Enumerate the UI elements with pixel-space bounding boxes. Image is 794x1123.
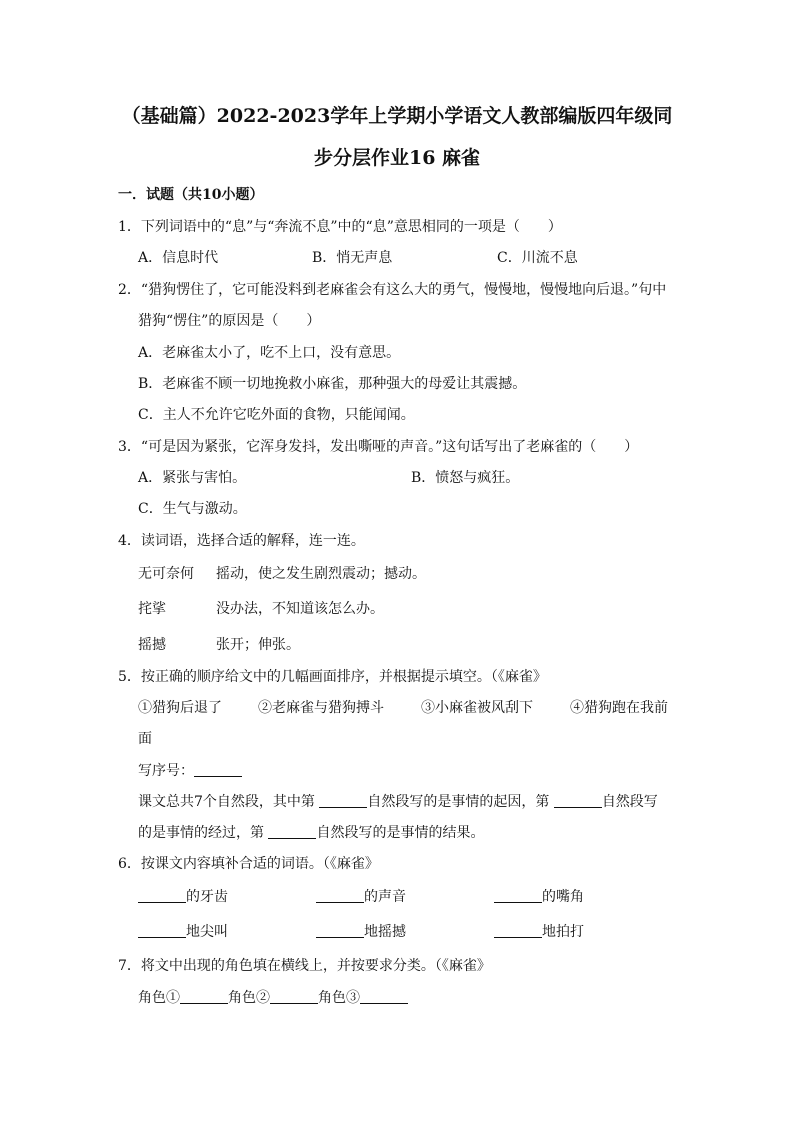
q6-item-6: [494, 923, 584, 941]
q6-blank-5[interactable]: [316, 923, 364, 938]
q5-order-label: 写序号：: [138, 763, 194, 779]
q5-process-blank[interactable]: [554, 793, 602, 808]
q1-stem: 1．下列词语中的“息”与“奔流不息”中的“息”意思相同的一项是（ ）: [118, 219, 562, 235]
q4-word-3: 摇撼: [138, 637, 166, 653]
q5-fill-part5: 自然段写的是事情的结果。: [316, 825, 485, 841]
q7-role-3-label: 角色③: [318, 990, 360, 1006]
q4-meaning-1: 摇动，使之发生剧烈震动；撼动。: [216, 566, 426, 582]
q5-fill-line2: [138, 824, 484, 842]
q5-scene-4-cont: 面: [138, 731, 152, 747]
q5-order-line: [138, 762, 242, 780]
q7-role-1-blank[interactable]: [180, 989, 228, 1004]
q6-item-3: [494, 888, 584, 906]
q6-item-5: [316, 923, 406, 941]
q7-role-2-blank[interactable]: [270, 989, 318, 1004]
q5-fill-line1: [138, 793, 658, 811]
q2-option-b: B．老麻雀不顾一切地挽救小麻雀，那种强大的母爱让其震撼。: [138, 376, 527, 392]
q5-order-blank[interactable]: [194, 762, 242, 777]
q6-item-5-text: 地摇撼: [364, 924, 406, 940]
q6-stem: 6．按课文内容填补合适的词语。（《麻雀》: [118, 856, 379, 872]
q6-blank-3[interactable]: [494, 888, 542, 903]
q3-option-a: A．紧张与害怕。: [138, 470, 247, 486]
q6-item-6-text: 地拍打: [542, 924, 584, 940]
q3-stem: 3．“可是因为紧张，它浑身发抖，发出嘶哑的声音。”这句话写出了老麻雀的（ ）: [118, 439, 639, 455]
page-title-line1: （基础篇）2022-2023学年上学期小学语文人教部编版四年级同: [121, 105, 673, 127]
q2-option-a: A．老麻雀太小了，吃不上口，没有意思。: [138, 345, 401, 361]
q1-option-a: A．信息时代: [138, 250, 219, 266]
q6-blank-4[interactable]: [138, 923, 186, 938]
q1-option-b: B．悄无声息: [312, 250, 393, 266]
page-title-line2: 步分层作业16 麻雀: [313, 147, 481, 169]
q5-scene-3: ③小麻雀被风刮下: [421, 700, 533, 716]
q5-cause-blank[interactable]: [319, 793, 367, 808]
q4-meaning-3: 张开；伸张。: [216, 637, 300, 653]
q6-item-3-text: 的嘴角: [542, 889, 584, 905]
q5-scene-1: ①猎狗后退了: [138, 700, 222, 716]
q6-blank-1[interactable]: [138, 888, 186, 903]
q5-stem: 5．按正确的顺序给文中的几幅画面排序，并根据提示填空。（《麻雀》: [118, 669, 547, 685]
q7-role-3-blank[interactable]: [360, 989, 408, 1004]
q6-blank-2[interactable]: [316, 888, 364, 903]
q7-stem: 7．将文中出现的角色填在横线上，并按要求分类。（《麻雀》: [118, 958, 491, 974]
section-header: 一．试题（共10小题）: [118, 187, 264, 203]
q6-item-1-text: 的牙齿: [186, 889, 228, 905]
q6-item-4: [138, 923, 228, 941]
q5-fill-part2: 自然段写的是事情的起因，第: [367, 794, 554, 810]
q7-role-2-label: 角色②: [228, 990, 270, 1006]
q5-scene-4: ④猎狗跑在我前: [570, 700, 668, 716]
q3-option-b: B．愤怒与疯狂。: [411, 470, 520, 486]
q6-item-1: [138, 888, 228, 906]
q1-option-c: C．川流不息: [497, 250, 578, 266]
q2-option-c: C．主人不允许它吃外面的食物，只能闻闻。: [138, 407, 415, 423]
q4-meaning-2: 没办法，不知道该怎么办。: [216, 601, 384, 617]
q2-stem-line1: 2．“猎狗愣住了，它可能没料到老麻雀会有这么大的勇气，慢慢地，慢慢地向后退。”句中: [118, 282, 667, 298]
q5-scene-2: ②老麻雀与猎狗搏斗: [258, 700, 384, 716]
q6-blank-6[interactable]: [494, 923, 542, 938]
q5-fill-part3: 自然段写: [601, 794, 658, 810]
q3-option-c: C．生气与激动。: [138, 501, 247, 517]
q4-word-1: 无可奈何: [138, 566, 194, 582]
q4-stem: 4．读词语，选择合适的解释，连一连。: [118, 533, 365, 549]
q5-fill-part4: 的是事情的经过，第: [138, 825, 269, 841]
q5-fill-part1: 课文总共7个自然段，其中第: [138, 794, 320, 810]
q5-result-blank[interactable]: [268, 824, 316, 839]
q4-word-2: 挓挲: [138, 601, 166, 617]
q6-item-4-text: 地尖叫: [186, 924, 228, 940]
q7-roles-line: [138, 989, 408, 1007]
q6-item-2: [316, 888, 406, 906]
q6-item-2-text: 的声音: [364, 889, 406, 905]
q7-role-1-label: 角色①: [138, 990, 180, 1006]
q2-stem-line2: 猎狗“愣住”的原因是（ ）: [138, 313, 321, 329]
